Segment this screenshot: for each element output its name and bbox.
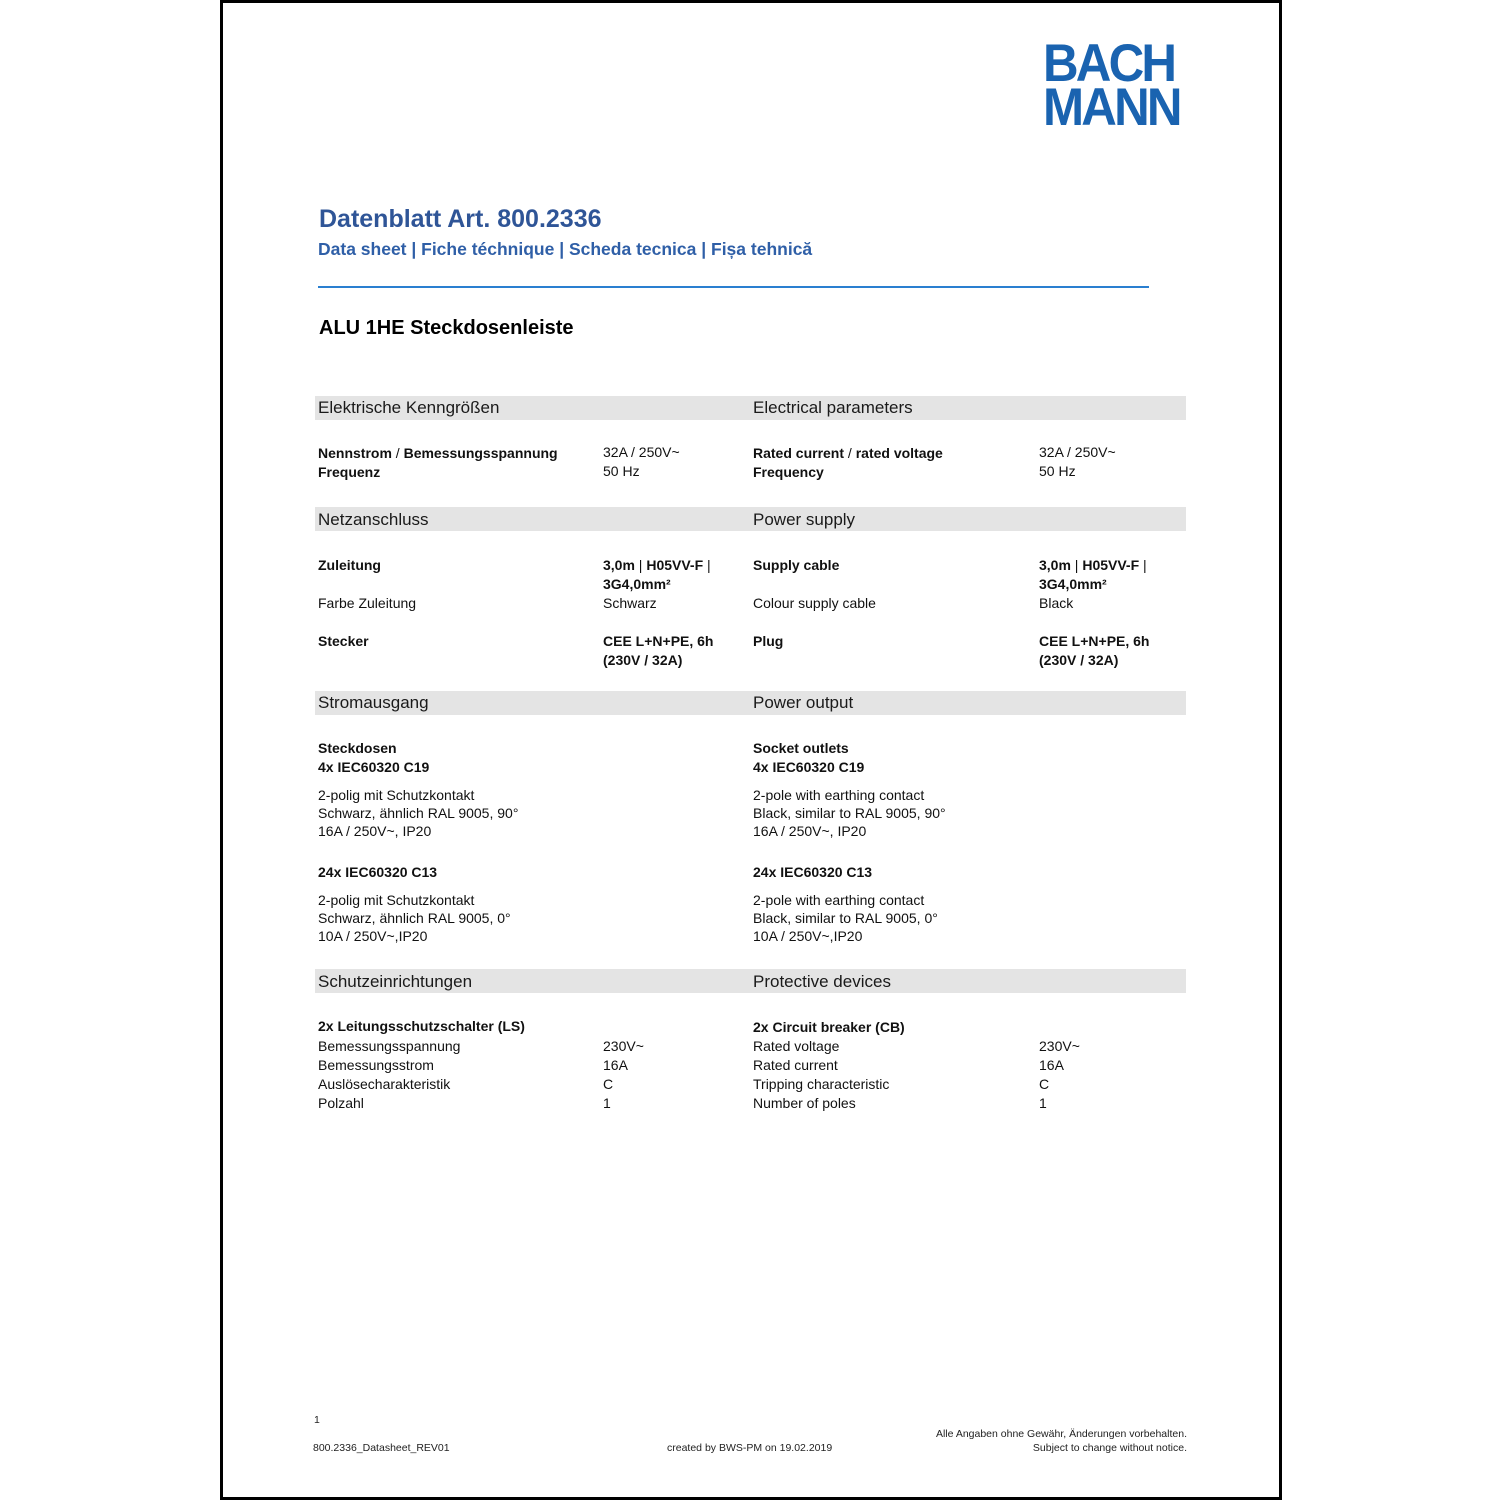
c19-title-de: 4x IEC60320 C19 xyxy=(318,759,430,775)
plug-value-de-line2: (230V / 32A) xyxy=(603,652,683,668)
breaker-row-value-en: C xyxy=(1039,1076,1050,1092)
c19-line-en: Black, similar to RAL 9005, 90° xyxy=(753,805,946,821)
rated-label-de: Nennstrom / Bemessungsspannung xyxy=(318,445,558,461)
colour-value-de: Schwarz xyxy=(603,595,657,611)
c13-title-de: 24x IEC60320 C13 xyxy=(318,864,438,880)
plug-label-de: Stecker xyxy=(318,633,369,649)
section-title-power-output-en: Power output xyxy=(753,693,854,712)
c13-line-en: 2-pole with earthing contact xyxy=(753,892,925,908)
breaker-heading-en: 2x Circuit breaker (CB) xyxy=(753,1019,905,1035)
cable-value-de-line1: 3,0m | H05VV-F | xyxy=(603,557,711,573)
c13-line-de: 2-polig mit Schutzkontakt xyxy=(318,892,475,908)
cable-label-de: Zuleitung xyxy=(318,557,381,573)
disclaimer-en: Subject to change without notice. xyxy=(1032,1442,1187,1454)
breaker-row-label-en: Tripping characteristic xyxy=(753,1076,890,1092)
breaker-row-label-en: Rated current xyxy=(753,1057,838,1073)
breaker-heading-de: 2x Leitungsschutzschalter (LS) xyxy=(318,1018,525,1034)
breaker-row-label-de: Bemessungsstrom xyxy=(318,1057,434,1073)
created-by: created by BWS-PM on 19.02.2019 xyxy=(667,1442,833,1454)
colour-label-de: Farbe Zuleitung xyxy=(318,595,417,611)
breaker-row-value-de: 1 xyxy=(603,1095,611,1111)
c19-title-en: 4x IEC60320 C19 xyxy=(753,759,865,775)
section-title-protective-de: Schutzeinrichtungen xyxy=(318,972,473,991)
product-name: ALU 1HE Steckdosenleiste xyxy=(319,317,574,339)
c13-line-de: Schwarz, ähnlich RAL 9005, 0° xyxy=(318,910,511,926)
page-title: Datenblatt Art. 800.2336 xyxy=(319,205,602,233)
section-title-power-output-de: Stromausgang xyxy=(318,693,429,712)
breaker-row-label-en: Rated voltage xyxy=(753,1038,840,1054)
frequency-value-de: 50 Hz xyxy=(603,463,640,479)
header-divider xyxy=(318,286,1149,288)
cable-value-en-line1: 3,0m | H05VV-F | xyxy=(1039,557,1147,573)
bachmann-logo xyxy=(1043,34,1180,137)
rated-value-de: 32A / 250V~ xyxy=(603,444,680,460)
frequency-label-en: Frequency xyxy=(753,464,824,480)
c13-line-en: 10A / 250V~,IP20 xyxy=(753,928,863,944)
section-title-electrical-de: Elektrische Kenngrößen xyxy=(318,398,500,417)
section-title-power-supply-de: Netzanschluss xyxy=(318,510,429,529)
outlets-heading-de: Steckdosen xyxy=(318,740,397,756)
breaker-row-value-en: 230V~ xyxy=(1039,1038,1080,1054)
c19-line-de: Schwarz, ähnlich RAL 9005, 90° xyxy=(318,805,519,821)
colour-label-en: Colour supply cable xyxy=(753,595,876,611)
breaker-row-value-en: 16A xyxy=(1039,1057,1064,1073)
section-title-power-supply-en: Power supply xyxy=(753,510,856,529)
section-title-electrical-en: Electrical parameters xyxy=(753,398,913,417)
cable-value-en-line2: 3G4,0mm² xyxy=(1039,576,1107,592)
breaker-row-label-en: Number of poles xyxy=(753,1095,856,1111)
disclaimer-de: Alle Angaben ohne Gewähr, Änderungen vorbehalten. xyxy=(935,1428,1187,1440)
section-bar-power-output xyxy=(315,691,1186,715)
logo-line-2: MANN xyxy=(1043,78,1180,137)
c13-title-en: 24x IEC60320 C13 xyxy=(753,864,873,880)
rated-label-en: Rated current / rated voltage xyxy=(753,445,943,461)
c13-line-de: 10A / 250V~,IP20 xyxy=(318,928,428,944)
c19-line-de: 16A / 250V~, IP20 xyxy=(318,823,432,839)
rated-value-en: 32A / 250V~ xyxy=(1039,444,1116,460)
cable-label-en: Supply cable xyxy=(753,557,840,573)
outlets-heading-en: Socket outlets xyxy=(753,740,849,756)
frequency-value-en: 50 Hz xyxy=(1039,463,1076,479)
breaker-row-value-de: C xyxy=(603,1076,614,1092)
plug-value-en-line2: (230V / 32A) xyxy=(1039,652,1119,668)
plug-value-en-line1: CEE L+N+PE, 6h xyxy=(1039,633,1150,649)
c19-line-en: 16A / 250V~, IP20 xyxy=(753,823,867,839)
plug-value-de-line1: CEE L+N+PE, 6h xyxy=(603,633,714,649)
frequency-label-de: Frequenz xyxy=(318,464,381,480)
breaker-row-value-de: 230V~ xyxy=(603,1038,644,1054)
page-number: 1 xyxy=(314,1414,320,1426)
section-title-protective-en: Protective devices xyxy=(753,972,891,991)
c19-line-en: 2-pole with earthing contact xyxy=(753,787,925,803)
breaker-row-label-de: Bemessungsspannung xyxy=(318,1038,461,1054)
colour-value-en: Black xyxy=(1039,595,1074,611)
cable-value-de-line2: 3G4,0mm² xyxy=(603,576,671,592)
c19-line-de: 2-polig mit Schutzkontakt xyxy=(318,787,475,803)
breaker-row-label-de: Polzahl xyxy=(318,1095,364,1111)
document-id: 800.2336_Datasheet_REV01 xyxy=(313,1442,450,1454)
plug-label-en: Plug xyxy=(753,633,784,649)
breaker-row-value-de: 16A xyxy=(603,1057,628,1073)
c13-line-en: Black, similar to RAL 9005, 0° xyxy=(753,910,938,926)
breaker-row-value-en: 1 xyxy=(1039,1095,1047,1111)
breaker-row-label-de: Auslösecharakteristik xyxy=(318,1076,451,1092)
section-bar-power-supply xyxy=(315,507,1186,531)
page-subtitle: Data sheet | Fiche téchnique | Scheda tecnica | Fișa tehnică xyxy=(318,239,813,259)
logo-line-1: BACH xyxy=(1043,34,1175,93)
